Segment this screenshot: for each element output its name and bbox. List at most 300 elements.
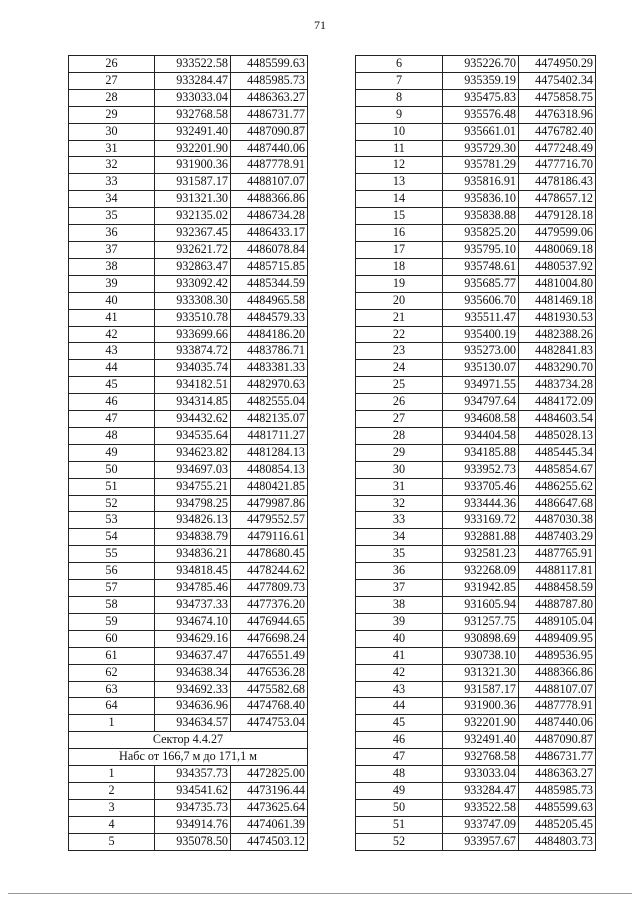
table-row [356,157,596,174]
point-number: 13 [356,174,443,191]
x-coordinate: 930738.10 [443,647,519,664]
y-coordinate: 4487440.06 [519,715,596,732]
y-coordinate: 4479116.61 [231,529,308,546]
sector-subtitle: Набс от 166,7 м до 171,1 м [69,749,308,766]
y-coordinate: 4480537.92 [519,258,596,275]
table-row [356,326,596,343]
point-number: 39 [69,275,155,292]
y-coordinate: 4482388.26 [519,326,596,343]
table-row [356,292,596,309]
point-number: 47 [69,411,155,428]
point-number: 58 [69,597,155,614]
table-row [69,478,308,495]
point-number: 7 [356,72,443,89]
point-number: 41 [69,309,155,326]
y-coordinate: 4488366.86 [519,664,596,681]
table-row [69,241,308,258]
table-row [356,106,596,123]
point-number: 34 [69,191,155,208]
table-row [69,72,308,89]
y-coordinate: 4489409.95 [519,630,596,647]
table-row [69,512,308,529]
x-coordinate: 933699.66 [155,326,231,343]
point-number: 18 [356,258,443,275]
point-number: 22 [356,326,443,343]
x-coordinate: 931257.75 [443,613,519,630]
y-coordinate: 4475402.34 [519,72,596,89]
table-row [69,275,308,292]
table-row [69,630,308,647]
point-number: 31 [356,478,443,495]
y-coordinate: 4483290.70 [519,360,596,377]
point-number: 1 [69,715,155,732]
x-coordinate: 935748.61 [443,258,519,275]
y-coordinate: 4476551.49 [231,647,308,664]
point-number: 38 [69,258,155,275]
x-coordinate: 932768.58 [443,749,519,766]
y-coordinate: 4482555.04 [231,394,308,411]
point-number: 27 [356,411,443,428]
y-coordinate: 4487778.91 [519,698,596,715]
y-coordinate: 4484965.58 [231,292,308,309]
point-number: 28 [69,89,155,106]
y-coordinate: 4476318.96 [519,106,596,123]
table-row [69,174,308,191]
table-row [69,343,308,360]
table-row [356,394,596,411]
x-coordinate: 935825.20 [443,225,519,242]
table-row [69,258,308,275]
table-row [356,681,596,698]
x-coordinate: 935816.91 [443,174,519,191]
point-number: 34 [356,529,443,546]
table-row [356,495,596,512]
point-number: 26 [356,394,443,411]
table-row [356,343,596,360]
x-coordinate: 934697.03 [155,461,231,478]
table-row [356,89,596,106]
point-number: 31 [69,140,155,157]
y-coordinate: 4487778.91 [231,157,308,174]
x-coordinate: 934636.96 [155,698,231,715]
x-coordinate: 932135.02 [155,208,231,225]
x-coordinate: 934797.64 [443,394,519,411]
x-coordinate: 935359.19 [443,72,519,89]
table-row [356,174,596,191]
y-coordinate: 4482970.63 [231,377,308,394]
point-number: 2 [69,782,155,799]
x-coordinate: 934818.45 [155,563,231,580]
table-row [356,613,596,630]
y-coordinate: 4475582.68 [231,681,308,698]
table-row [69,664,308,681]
table-row [356,427,596,444]
point-number: 3 [69,799,155,816]
y-coordinate: 4482135.07 [231,411,308,428]
table-row [356,664,596,681]
y-coordinate: 4479987.86 [231,495,308,512]
x-coordinate: 931321.30 [443,664,519,681]
point-number: 17 [356,241,443,258]
x-coordinate: 935606.70 [443,292,519,309]
table-row [69,613,308,630]
y-coordinate: 4485599.63 [519,799,596,816]
table-row [356,766,596,783]
y-coordinate: 4474061.39 [231,816,308,833]
x-coordinate: 934608.58 [443,411,519,428]
x-coordinate: 934914.76 [155,816,231,833]
y-coordinate: 4485205.45 [519,816,596,833]
y-coordinate: 4477376.20 [231,597,308,614]
y-coordinate: 4486363.27 [519,766,596,783]
x-coordinate: 931900.36 [443,698,519,715]
table-row [356,258,596,275]
x-coordinate: 934404.58 [443,427,519,444]
y-coordinate: 4487090.87 [519,732,596,749]
table-row [356,241,596,258]
x-coordinate: 933522.58 [443,799,519,816]
point-number: 35 [356,546,443,563]
point-number: 19 [356,275,443,292]
x-coordinate: 931942.85 [443,580,519,597]
x-coordinate: 932367.45 [155,225,231,242]
y-coordinate: 4485599.63 [231,56,308,73]
table-row [356,309,596,326]
point-number: 24 [356,360,443,377]
x-coordinate: 935685.77 [443,275,519,292]
table-row [356,275,596,292]
x-coordinate: 935838.88 [443,208,519,225]
point-number: 42 [69,326,155,343]
y-coordinate: 4477716.70 [519,157,596,174]
point-number: 51 [356,816,443,833]
point-number: 37 [356,580,443,597]
x-coordinate: 934971.55 [443,377,519,394]
table-row [356,512,596,529]
table-row [69,89,308,106]
point-number: 32 [69,157,155,174]
x-coordinate: 933308.30 [155,292,231,309]
table-row [356,444,596,461]
x-coordinate: 935836.10 [443,191,519,208]
point-number: 62 [69,664,155,681]
x-coordinate: 933092.42 [155,275,231,292]
y-coordinate: 4488107.07 [519,681,596,698]
table-row [356,597,596,614]
y-coordinate: 4486433.17 [231,225,308,242]
table-row [69,681,308,698]
y-coordinate: 4474753.04 [231,715,308,732]
x-coordinate: 935781.29 [443,157,519,174]
x-coordinate: 932621.72 [155,241,231,258]
x-coordinate: 933444.36 [443,495,519,512]
point-number: 50 [69,461,155,478]
y-coordinate: 4479128.18 [519,208,596,225]
x-coordinate: 931900.36 [155,157,231,174]
x-coordinate: 932863.47 [155,258,231,275]
table-row [69,123,308,140]
point-number: 40 [356,630,443,647]
y-coordinate: 4480069.18 [519,241,596,258]
y-coordinate: 4478680.45 [231,546,308,563]
table-row [69,833,308,850]
x-coordinate: 935130.07 [443,360,519,377]
y-coordinate: 4489105.04 [519,613,596,630]
x-coordinate: 933874.72 [155,343,231,360]
table-row [69,715,308,732]
page-bottom-edge [8,893,632,894]
x-coordinate: 934535.64 [155,427,231,444]
x-coordinate: 934836.21 [155,546,231,563]
point-number: 35 [69,208,155,225]
y-coordinate: 4486363.27 [231,89,308,106]
point-number: 40 [69,292,155,309]
y-coordinate: 4474503.12 [231,833,308,850]
x-coordinate: 934785.46 [155,580,231,597]
table-row [69,225,308,242]
x-coordinate: 932768.58 [155,106,231,123]
y-coordinate: 4484803.73 [519,833,596,850]
y-coordinate: 4486647.68 [519,495,596,512]
point-number: 63 [69,681,155,698]
table-row [356,529,596,546]
table-row [356,715,596,732]
table-row [356,360,596,377]
table-row [69,411,308,428]
x-coordinate: 932491.40 [443,732,519,749]
x-coordinate: 935576.48 [443,106,519,123]
point-number: 25 [356,377,443,394]
point-number: 42 [356,664,443,681]
point-number: 30 [356,461,443,478]
point-number: 36 [356,563,443,580]
y-coordinate: 4478657.12 [519,191,596,208]
y-coordinate: 4478186.43 [519,174,596,191]
table-row [356,833,596,850]
point-number: 60 [69,630,155,647]
y-coordinate: 4476536.28 [231,664,308,681]
table-row [356,461,596,478]
x-coordinate: 933957.67 [443,833,519,850]
x-coordinate: 934634.57 [155,715,231,732]
table-row [356,563,596,580]
x-coordinate: 934182.51 [155,377,231,394]
y-coordinate: 4484603.54 [519,411,596,428]
x-coordinate: 933705.46 [443,478,519,495]
y-coordinate: 4485344.59 [231,275,308,292]
table-row [356,225,596,242]
y-coordinate: 4486734.28 [231,208,308,225]
table-row [356,478,596,495]
y-coordinate: 4481469.18 [519,292,596,309]
x-coordinate: 934314.85 [155,394,231,411]
point-number: 29 [356,444,443,461]
point-number: 46 [356,732,443,749]
point-number: 33 [356,512,443,529]
table-row [69,580,308,597]
point-number: 10 [356,123,443,140]
y-coordinate: 4487030.38 [519,512,596,529]
sector-title: Сектор 4.4.27 [69,732,308,749]
point-number: 38 [356,597,443,614]
table-row [356,630,596,647]
x-coordinate: 935273.00 [443,343,519,360]
table-row [69,749,308,766]
point-number: 53 [69,512,155,529]
y-coordinate: 4480421.85 [231,478,308,495]
table-row [69,782,308,799]
y-coordinate: 4488117.81 [519,563,596,580]
x-coordinate: 933284.47 [155,72,231,89]
x-coordinate: 934755.21 [155,478,231,495]
y-coordinate: 4479552.57 [231,512,308,529]
table-row [356,56,596,73]
x-coordinate: 933033.04 [155,89,231,106]
point-number: 23 [356,343,443,360]
table-row [69,529,308,546]
coordinates-table-right [355,55,596,851]
y-coordinate: 4485985.73 [231,72,308,89]
y-coordinate: 4481284.13 [231,444,308,461]
x-coordinate: 933522.58 [155,56,231,73]
x-coordinate: 934541.62 [155,782,231,799]
x-coordinate: 931321.30 [155,191,231,208]
y-coordinate: 4484172.09 [519,394,596,411]
x-coordinate: 934692.33 [155,681,231,698]
point-number: 46 [69,394,155,411]
point-number: 59 [69,613,155,630]
y-coordinate: 4489536.95 [519,647,596,664]
table-row [69,140,308,157]
point-number: 61 [69,647,155,664]
table-row [69,157,308,174]
y-coordinate: 4485854.67 [519,461,596,478]
table-row [69,766,308,783]
x-coordinate: 934838.79 [155,529,231,546]
point-number: 55 [69,546,155,563]
point-number: 48 [356,766,443,783]
x-coordinate: 932201.90 [155,140,231,157]
coordinates-table-left [68,55,308,851]
x-coordinate: 934826.13 [155,512,231,529]
x-coordinate: 933952.73 [443,461,519,478]
table-row [69,495,308,512]
table-row [69,377,308,394]
x-coordinate: 934623.82 [155,444,231,461]
x-coordinate: 934185.88 [443,444,519,461]
y-coordinate: 4488107.07 [231,174,308,191]
table-row [356,546,596,563]
table-row [356,749,596,766]
x-coordinate: 932491.40 [155,123,231,140]
x-coordinate: 933747.09 [443,816,519,833]
point-number: 6 [356,56,443,73]
y-coordinate: 4485028.13 [519,427,596,444]
table-row [356,816,596,833]
point-number: 8 [356,89,443,106]
table-row [69,647,308,664]
table-row [69,394,308,411]
table-row [69,360,308,377]
x-coordinate: 934629.16 [155,630,231,647]
x-coordinate: 932581.23 [443,546,519,563]
point-number: 49 [69,444,155,461]
y-coordinate: 4488458.59 [519,580,596,597]
point-number: 54 [69,529,155,546]
point-number: 21 [356,309,443,326]
table-row [356,123,596,140]
point-number: 15 [356,208,443,225]
y-coordinate: 4486731.77 [519,749,596,766]
y-coordinate: 4483734.28 [519,377,596,394]
point-number: 57 [69,580,155,597]
point-number: 44 [356,698,443,715]
y-coordinate: 4473625.64 [231,799,308,816]
table-row [356,72,596,89]
y-coordinate: 4484579.33 [231,309,308,326]
point-number: 52 [69,495,155,512]
point-number: 50 [356,799,443,816]
x-coordinate: 934638.34 [155,664,231,681]
y-coordinate: 4488366.86 [231,191,308,208]
point-number: 47 [356,749,443,766]
table-row [356,191,596,208]
point-number: 12 [356,157,443,174]
table-row [69,698,308,715]
table-row [69,563,308,580]
x-coordinate: 931587.17 [155,174,231,191]
point-number: 1 [69,766,155,783]
y-coordinate: 4484186.20 [231,326,308,343]
y-coordinate: 4487090.87 [231,123,308,140]
point-number: 16 [356,225,443,242]
y-coordinate: 4483786.71 [231,343,308,360]
y-coordinate: 4478244.62 [231,563,308,580]
y-coordinate: 4476698.24 [231,630,308,647]
y-coordinate: 4482841.83 [519,343,596,360]
table-row [69,56,308,73]
x-coordinate: 930898.69 [443,630,519,647]
table-row [69,799,308,816]
x-coordinate: 932268.09 [443,563,519,580]
y-coordinate: 4472825.00 [231,766,308,783]
table-row [69,427,308,444]
y-coordinate: 4483381.33 [231,360,308,377]
x-coordinate: 932201.90 [443,715,519,732]
table-row [69,597,308,614]
x-coordinate: 935795.10 [443,241,519,258]
x-coordinate: 934637.47 [155,647,231,664]
point-number: 51 [69,478,155,495]
point-number: 14 [356,191,443,208]
y-coordinate: 4473196.44 [231,782,308,799]
point-number: 48 [69,427,155,444]
x-coordinate: 935078.50 [155,833,231,850]
x-coordinate: 934432.62 [155,411,231,428]
table-row [69,292,308,309]
table-row [356,799,596,816]
point-number: 9 [356,106,443,123]
point-number: 30 [69,123,155,140]
y-coordinate: 4474950.29 [519,56,596,73]
point-number: 41 [356,647,443,664]
x-coordinate: 935729.30 [443,140,519,157]
x-coordinate: 935226.70 [443,56,519,73]
x-coordinate: 934357.73 [155,766,231,783]
table-row [356,411,596,428]
y-coordinate: 4480854.13 [231,461,308,478]
y-coordinate: 4481004.80 [519,275,596,292]
